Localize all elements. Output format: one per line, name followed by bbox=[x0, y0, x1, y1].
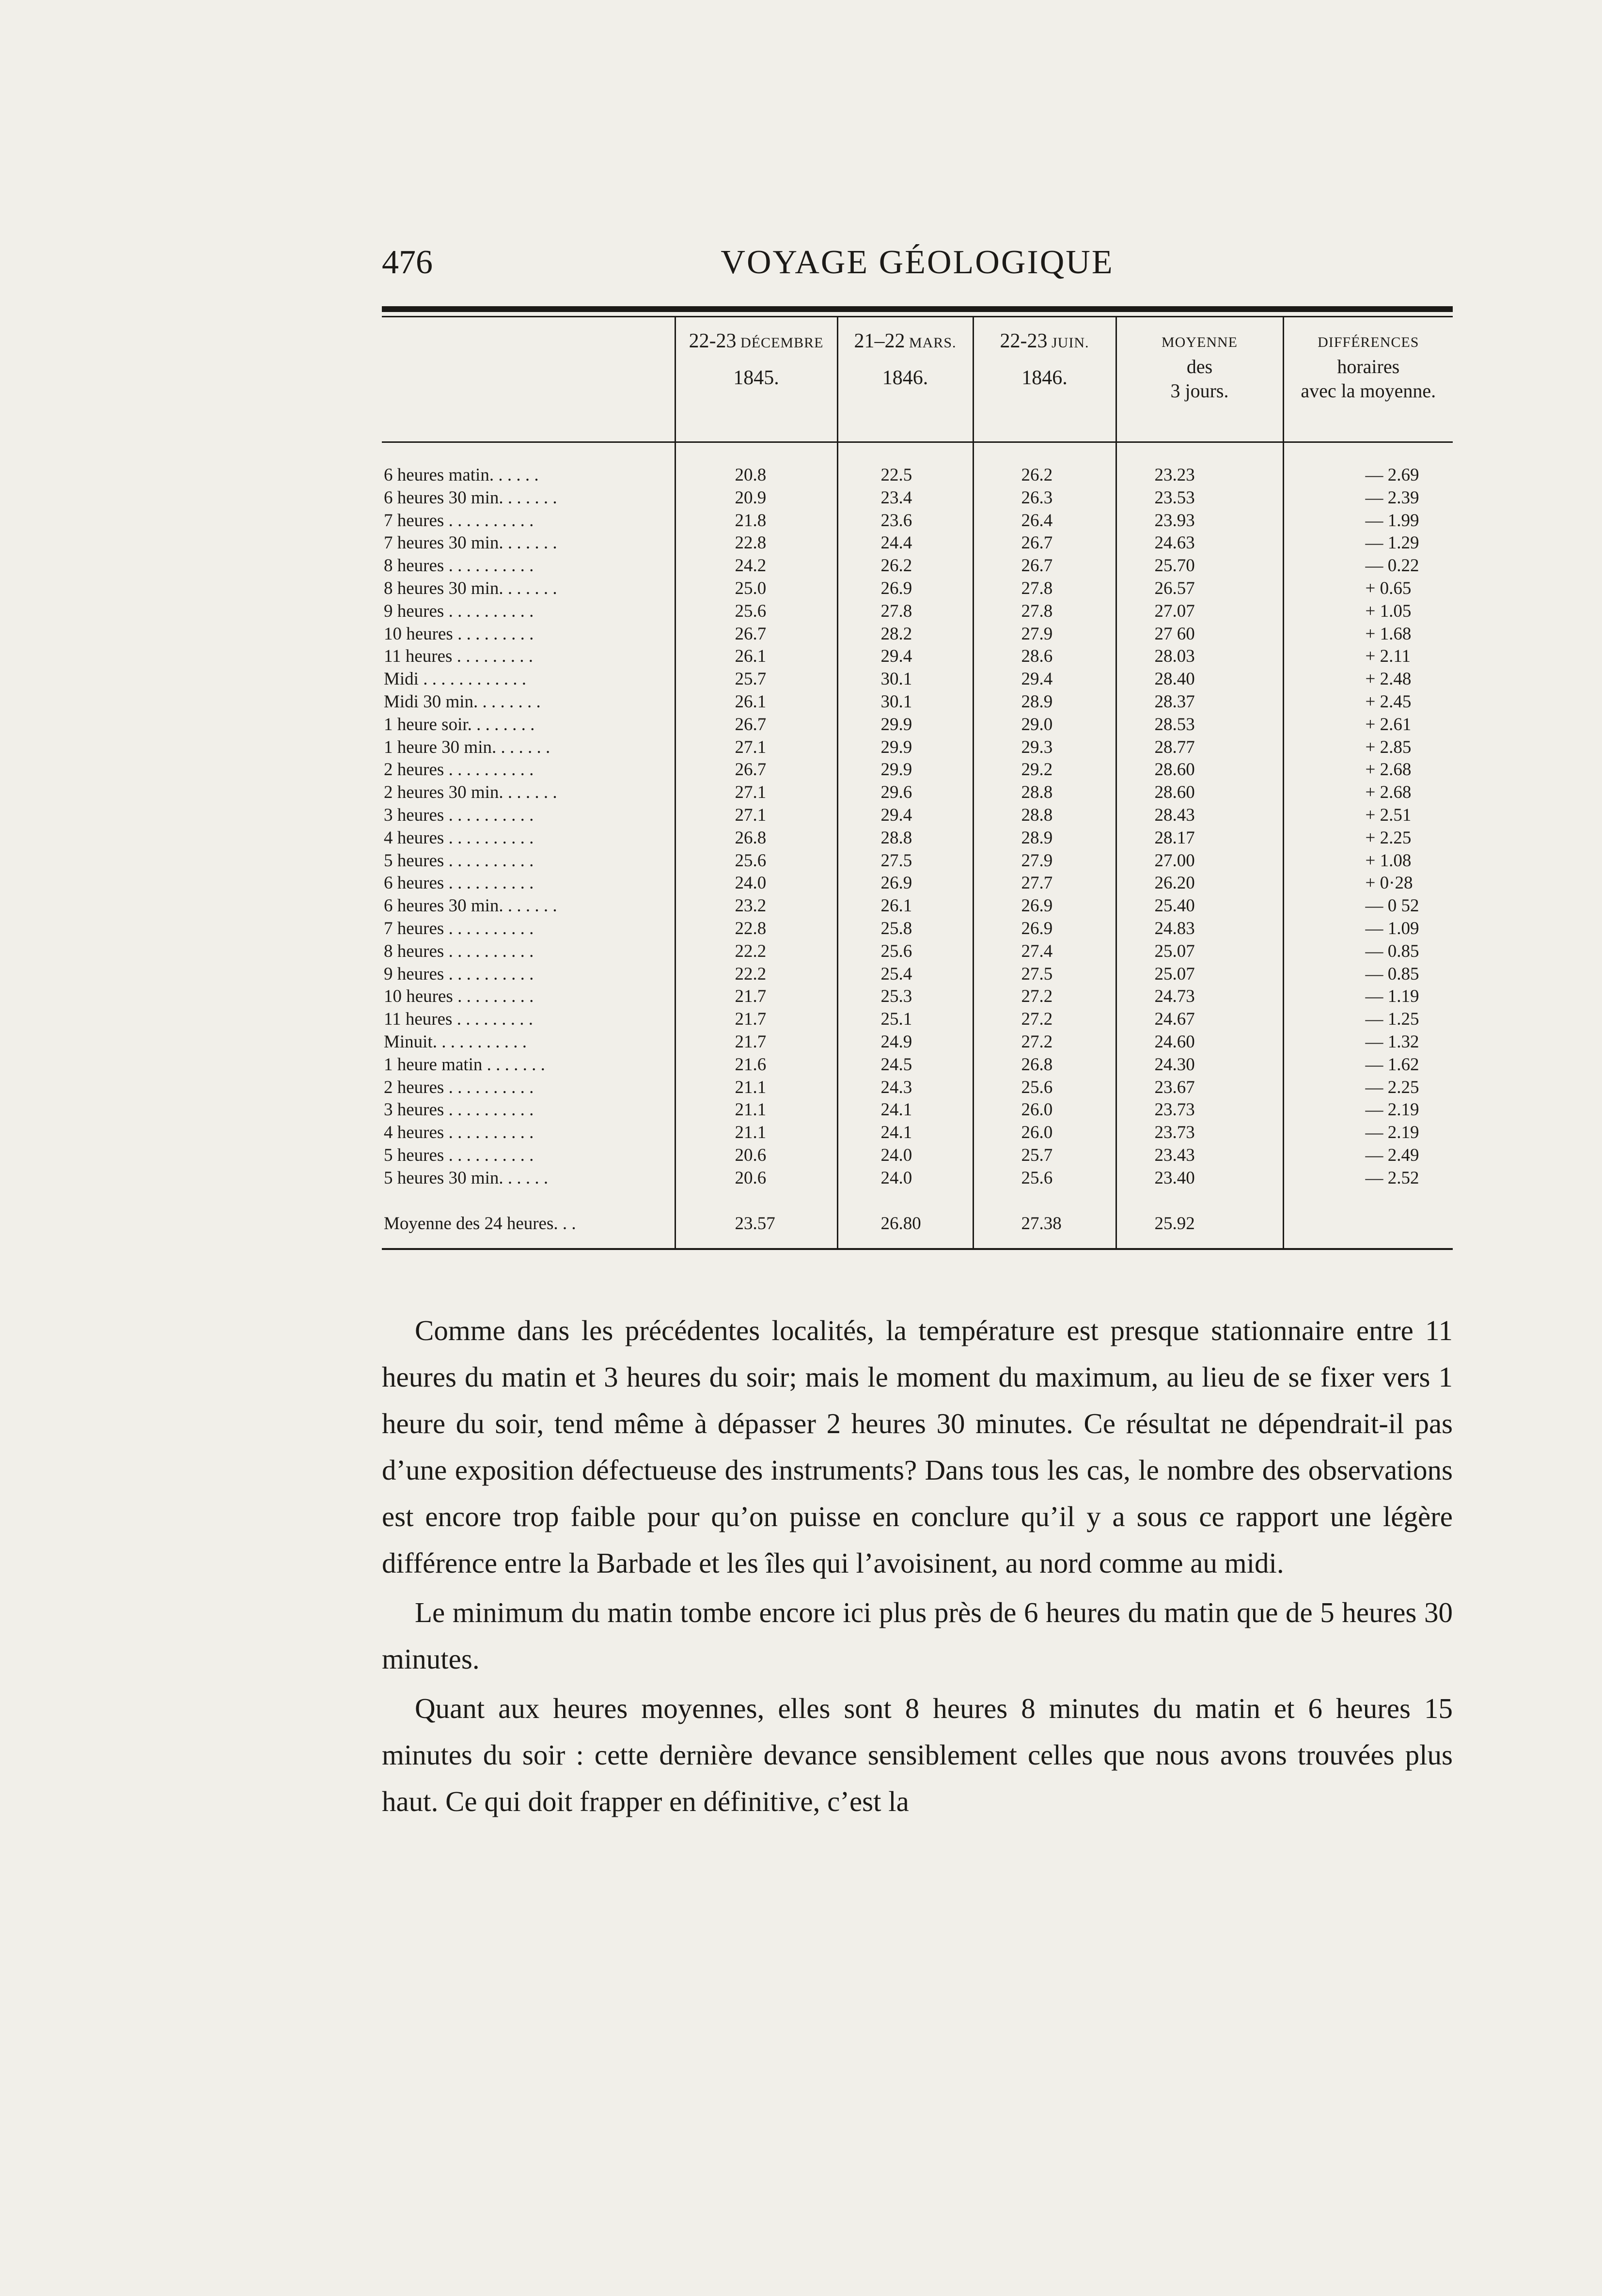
value-mar-1846: 25.1 bbox=[837, 1008, 973, 1031]
spacer-row-cell bbox=[675, 1190, 837, 1212]
row-label: 6 heures 30 min. . . . . . . bbox=[384, 487, 557, 508]
value-jun-1846: 28.9 bbox=[973, 691, 1116, 714]
value-mar-1846: 22.5 bbox=[837, 464, 973, 487]
value-dec-1845: 25.7 bbox=[675, 668, 837, 691]
value-mar-1846: 24.1 bbox=[837, 1122, 973, 1144]
value-jun-1846: 25.6 bbox=[973, 1077, 1116, 1099]
value-jun-1846: 27.9 bbox=[973, 850, 1116, 873]
table-row bbox=[382, 918, 1453, 940]
value-jun-1846: 26.9 bbox=[973, 895, 1116, 918]
value-difference: — 2.19 bbox=[1283, 1099, 1453, 1122]
value-mean: 23.43 bbox=[1116, 1144, 1283, 1167]
value-mean: 28.40 bbox=[1116, 668, 1283, 691]
table-row bbox=[382, 940, 1453, 963]
spacer-row-cell bbox=[837, 443, 973, 464]
value-mean: 23.73 bbox=[1116, 1099, 1283, 1122]
header-jun-1846 bbox=[973, 317, 1116, 442]
value-difference: + 0.65 bbox=[1283, 578, 1453, 600]
row-label: 11 heures . . . . . . . . . bbox=[384, 646, 533, 667]
value-dec-1845: 21.8 bbox=[675, 510, 837, 532]
table-row bbox=[382, 1031, 1453, 1054]
body-text bbox=[382, 1307, 1453, 1827]
table-row bbox=[382, 532, 1453, 555]
value-mean: 23.23 bbox=[1116, 464, 1283, 487]
value-mar-1846: 24.1 bbox=[837, 1099, 973, 1122]
row-label: 2 heures . . . . . . . . . . bbox=[384, 760, 534, 780]
value-difference: — 2.69 bbox=[1283, 464, 1453, 487]
value-mean: 27.07 bbox=[1116, 600, 1283, 623]
value-mar-1846: 25.3 bbox=[837, 985, 973, 1008]
value-difference: + 2.68 bbox=[1283, 781, 1453, 804]
header-mean-title: MOYENNE bbox=[1162, 334, 1238, 350]
value-mean: 26.57 bbox=[1116, 578, 1283, 600]
table-row bbox=[382, 600, 1453, 623]
header-mar-year: 1846. bbox=[882, 367, 928, 389]
value-difference: — 2.19 bbox=[1283, 1122, 1453, 1144]
mean-row-label: Moyenne des 24 heures. . . bbox=[384, 1213, 576, 1234]
table-row bbox=[382, 850, 1453, 873]
value-mar-1846: 26.9 bbox=[837, 872, 973, 895]
value-jun-1846: 29.3 bbox=[973, 736, 1116, 759]
value-jun-1846: 27.4 bbox=[973, 940, 1116, 963]
header-dec-dates: 22-23 bbox=[689, 330, 737, 352]
header-mean bbox=[1116, 317, 1283, 442]
table-row bbox=[382, 963, 1453, 986]
value-mean: 28.17 bbox=[1116, 827, 1283, 850]
table-row bbox=[382, 1144, 1453, 1167]
value-dec-1845: 21.1 bbox=[675, 1077, 837, 1099]
value-difference: — 0 52 bbox=[1283, 895, 1453, 918]
value-mean: 25.70 bbox=[1116, 555, 1283, 578]
spacer-row-cell bbox=[973, 1235, 1116, 1248]
spacer-row-cell bbox=[1283, 443, 1453, 464]
table-row bbox=[382, 487, 1453, 510]
mean-value-dec-1845: 23.57 bbox=[675, 1212, 837, 1235]
value-difference: + 1.05 bbox=[1283, 600, 1453, 623]
value-mean: 27.00 bbox=[1116, 850, 1283, 873]
value-mar-1846: 30.1 bbox=[837, 668, 973, 691]
value-jun-1846: 26.9 bbox=[973, 918, 1116, 940]
header-diff-title: DIFFÉRENCES bbox=[1318, 334, 1419, 350]
value-dec-1845: 20.6 bbox=[675, 1167, 837, 1190]
table-row bbox=[382, 510, 1453, 532]
value-dec-1845: 27.1 bbox=[675, 781, 837, 804]
value-jun-1846: 27.5 bbox=[973, 963, 1116, 986]
row-label: 1 heure matin . . . . . . . bbox=[384, 1054, 545, 1075]
spacer-row-cell bbox=[837, 1190, 973, 1212]
value-mean: 28.53 bbox=[1116, 714, 1283, 736]
value-dec-1845: 21.7 bbox=[675, 985, 837, 1008]
table-row bbox=[382, 804, 1453, 827]
value-dec-1845: 25.6 bbox=[675, 600, 837, 623]
value-mar-1846: 29.9 bbox=[837, 736, 973, 759]
value-dec-1845: 21.6 bbox=[675, 1054, 837, 1077]
value-difference: — 1.25 bbox=[1283, 1008, 1453, 1031]
value-mar-1846: 29.4 bbox=[837, 804, 973, 827]
value-mar-1846: 25.6 bbox=[837, 940, 973, 963]
value-dec-1845: 27.1 bbox=[675, 736, 837, 759]
row-label: 8 heures 30 min. . . . . . . bbox=[384, 578, 557, 598]
table-row bbox=[382, 759, 1453, 781]
running-title: VOYAGE GÉOLOGIQUE bbox=[721, 244, 1114, 281]
row-label: Minuit. . . . . . . . . . . bbox=[384, 1031, 527, 1052]
spacer-row-cell bbox=[382, 1190, 675, 1212]
row-label: 6 heures . . . . . . . . . . bbox=[384, 873, 534, 893]
value-mar-1846: 29.9 bbox=[837, 714, 973, 736]
temperature-table bbox=[382, 317, 1453, 1248]
mean-value-difference bbox=[1283, 1212, 1453, 1235]
value-mean: 23.73 bbox=[1116, 1122, 1283, 1144]
header-mar-1846 bbox=[837, 317, 973, 442]
value-mean: 28.43 bbox=[1116, 804, 1283, 827]
spacer-row-cell bbox=[973, 443, 1116, 464]
table-row bbox=[382, 1077, 1453, 1099]
row-label: 7 heures . . . . . . . . . . bbox=[384, 510, 534, 531]
value-jun-1846: 25.7 bbox=[973, 1144, 1116, 1167]
value-difference: — 2.25 bbox=[1283, 1077, 1453, 1099]
value-mean: 24.73 bbox=[1116, 985, 1283, 1008]
value-mean: 24.30 bbox=[1116, 1054, 1283, 1077]
table-row bbox=[382, 464, 1453, 487]
value-mean: 23.53 bbox=[1116, 487, 1283, 510]
row-label: 7 heures . . . . . . . . . . bbox=[384, 918, 534, 938]
row-label: 5 heures 30 min. . . . . . bbox=[384, 1168, 549, 1188]
value-difference: — 0.22 bbox=[1283, 555, 1453, 578]
value-mean: 23.40 bbox=[1116, 1167, 1283, 1190]
spacer-row-cell bbox=[973, 1190, 1116, 1212]
spacer-row-cell bbox=[675, 1235, 837, 1248]
value-difference: + 2.85 bbox=[1283, 736, 1453, 759]
temperature-table-wrap bbox=[382, 306, 1453, 1250]
value-mar-1846: 29.9 bbox=[837, 759, 973, 781]
value-mar-1846: 24.9 bbox=[837, 1031, 973, 1054]
value-dec-1845: 25.0 bbox=[675, 578, 837, 600]
header-blank bbox=[382, 317, 675, 442]
row-label: Midi . . . . . . . . . . . . bbox=[384, 669, 526, 689]
value-dec-1845: 24.0 bbox=[675, 872, 837, 895]
value-mean: 24.83 bbox=[1116, 918, 1283, 940]
value-jun-1846: 28.9 bbox=[973, 827, 1116, 850]
table-row bbox=[382, 1167, 1453, 1190]
paragraph: Quant aux heures moyennes, elles sont 8 heures 8 minutes du matin et 6 heures 15 minutes du soir : cette dernière devance sensiblement celles que nous avons trouvées plus haut. Ce qui doit frapper en définitive, c’est la bbox=[382, 1692, 1453, 1817]
value-dec-1845: 20.9 bbox=[675, 487, 837, 510]
row-label: 6 heures matin. . . . . . bbox=[384, 465, 539, 485]
table-row bbox=[382, 714, 1453, 736]
value-difference: — 2.52 bbox=[1283, 1167, 1453, 1190]
mean-row bbox=[382, 1212, 1453, 1235]
value-dec-1845: 22.2 bbox=[675, 963, 837, 986]
spacer-row-cell bbox=[1116, 443, 1283, 464]
table-row bbox=[382, 985, 1453, 1008]
value-mar-1846: 26.2 bbox=[837, 555, 973, 578]
mean-value-mean: 25.92 bbox=[1116, 1212, 1283, 1235]
value-mar-1846: 27.8 bbox=[837, 600, 973, 623]
value-mean: 24.63 bbox=[1116, 532, 1283, 555]
value-difference: — 1.19 bbox=[1283, 985, 1453, 1008]
spacer-row-cell bbox=[1283, 1190, 1453, 1212]
value-difference: + 2.68 bbox=[1283, 759, 1453, 781]
value-dec-1845: 24.2 bbox=[675, 555, 837, 578]
value-jun-1846: 29.0 bbox=[973, 714, 1116, 736]
mean-value-jun-1846: 27.38 bbox=[973, 1212, 1116, 1235]
value-jun-1846: 26.8 bbox=[973, 1054, 1116, 1077]
row-label: 8 heures . . . . . . . . . . bbox=[384, 941, 534, 961]
value-mean: 25.07 bbox=[1116, 963, 1283, 986]
header-mean-sub: des bbox=[1186, 356, 1213, 377]
spacer-row-cell bbox=[1283, 1235, 1453, 1248]
table-body bbox=[382, 442, 1453, 1248]
value-jun-1846: 27.2 bbox=[973, 985, 1116, 1008]
spacer-row bbox=[382, 443, 1453, 464]
table-row bbox=[382, 827, 1453, 850]
value-mean: 26.20 bbox=[1116, 872, 1283, 895]
value-dec-1845: 25.6 bbox=[675, 850, 837, 873]
value-difference: — 0.85 bbox=[1283, 963, 1453, 986]
row-label: 7 heures 30 min. . . . . . . bbox=[384, 533, 557, 553]
value-dec-1845: 26.7 bbox=[675, 714, 837, 736]
value-mar-1846: 24.0 bbox=[837, 1144, 973, 1167]
value-mean: 23.67 bbox=[1116, 1077, 1283, 1099]
header-mean-sub2: 3 jours. bbox=[1170, 380, 1229, 402]
value-jun-1846: 27.8 bbox=[973, 578, 1116, 600]
header-jun-dates: 22-23 bbox=[1000, 330, 1048, 352]
value-difference: — 1.09 bbox=[1283, 918, 1453, 940]
value-dec-1845: 21.1 bbox=[675, 1122, 837, 1144]
table-row bbox=[382, 1054, 1453, 1077]
table-row bbox=[382, 623, 1453, 646]
value-difference: + 2.25 bbox=[1283, 827, 1453, 850]
value-jun-1846: 28.6 bbox=[973, 645, 1116, 668]
value-mar-1846: 24.0 bbox=[837, 1167, 973, 1190]
row-label: 6 heures 30 min. . . . . . . bbox=[384, 896, 557, 916]
table-top-rule bbox=[382, 306, 1453, 312]
value-jun-1846: 29.4 bbox=[973, 668, 1116, 691]
value-difference: + 2.61 bbox=[1283, 714, 1453, 736]
value-difference: — 1.99 bbox=[1283, 510, 1453, 532]
value-mar-1846: 26.9 bbox=[837, 578, 973, 600]
value-difference: — 2.39 bbox=[1283, 487, 1453, 510]
value-jun-1846: 27.2 bbox=[973, 1008, 1116, 1031]
value-mar-1846: 29.6 bbox=[837, 781, 973, 804]
value-jun-1846: 26.2 bbox=[973, 464, 1116, 487]
value-jun-1846: 26.7 bbox=[973, 532, 1116, 555]
value-dec-1845: 22.8 bbox=[675, 532, 837, 555]
header-mar-month: MARS. bbox=[905, 335, 957, 351]
value-mean: 28.37 bbox=[1116, 691, 1283, 714]
table-bottom-rule bbox=[382, 1248, 1453, 1250]
row-label: 10 heures . . . . . . . . . bbox=[384, 986, 534, 1007]
spacer-row bbox=[382, 1190, 1453, 1212]
row-label: Midi 30 min. . . . . . . . bbox=[384, 691, 541, 712]
value-difference: + 2.11 bbox=[1283, 645, 1453, 668]
spacer-row-cell bbox=[382, 1235, 675, 1248]
value-mar-1846: 28.2 bbox=[837, 623, 973, 646]
value-mean: 24.67 bbox=[1116, 1008, 1283, 1031]
table-row bbox=[382, 872, 1453, 895]
row-label: 1 heure soir. . . . . . . . bbox=[384, 714, 535, 734]
value-difference: — 0.85 bbox=[1283, 940, 1453, 963]
value-difference: — 2.49 bbox=[1283, 1144, 1453, 1167]
value-mar-1846: 24.5 bbox=[837, 1054, 973, 1077]
table-row bbox=[382, 555, 1453, 578]
spacer-row bbox=[382, 1235, 1453, 1248]
value-mean: 23.93 bbox=[1116, 510, 1283, 532]
value-mean: 25.07 bbox=[1116, 940, 1283, 963]
value-jun-1846: 27.8 bbox=[973, 600, 1116, 623]
row-label: 3 heures . . . . . . . . . . bbox=[384, 1100, 534, 1120]
row-label: 11 heures . . . . . . . . . bbox=[384, 1009, 533, 1030]
spacer-row-cell bbox=[837, 1235, 973, 1248]
header-dec-year: 1845. bbox=[733, 367, 779, 389]
value-dec-1845: 26.7 bbox=[675, 759, 837, 781]
value-dec-1845: 20.8 bbox=[675, 464, 837, 487]
table-row bbox=[382, 668, 1453, 691]
value-mar-1846: 23.4 bbox=[837, 487, 973, 510]
value-difference: + 2.45 bbox=[1283, 691, 1453, 714]
value-mean: 25.40 bbox=[1116, 895, 1283, 918]
table-row bbox=[382, 1122, 1453, 1144]
table-row bbox=[382, 578, 1453, 600]
value-difference: — 1.62 bbox=[1283, 1054, 1453, 1077]
spacer-row-cell bbox=[675, 443, 837, 464]
value-dec-1845: 26.1 bbox=[675, 645, 837, 668]
value-mar-1846: 26.1 bbox=[837, 895, 973, 918]
page-header bbox=[382, 242, 1453, 283]
value-jun-1846: 26.0 bbox=[973, 1099, 1116, 1122]
value-dec-1845: 26.8 bbox=[675, 827, 837, 850]
value-dec-1845: 20.6 bbox=[675, 1144, 837, 1167]
value-difference: + 2.51 bbox=[1283, 804, 1453, 827]
spacer-row-cell bbox=[1116, 1235, 1283, 1248]
value-mean: 28.60 bbox=[1116, 759, 1283, 781]
value-mar-1846: 27.5 bbox=[837, 850, 973, 873]
table-row bbox=[382, 895, 1453, 918]
header-jun-year: 1846. bbox=[1021, 367, 1068, 389]
value-dec-1845: 21.7 bbox=[675, 1008, 837, 1031]
value-difference: + 1.68 bbox=[1283, 623, 1453, 646]
header-dec-month: DÉCEMBRE bbox=[736, 335, 824, 351]
row-label: 9 heures . . . . . . . . . . bbox=[384, 964, 534, 984]
table-row bbox=[382, 1008, 1453, 1031]
row-label: 8 heures . . . . . . . . . . bbox=[384, 556, 534, 576]
table-header-row bbox=[382, 317, 1453, 442]
value-difference: — 1.32 bbox=[1283, 1031, 1453, 1054]
value-jun-1846: 26.4 bbox=[973, 510, 1116, 532]
table-row bbox=[382, 781, 1453, 804]
value-jun-1846: 28.8 bbox=[973, 781, 1116, 804]
value-mean: 28.03 bbox=[1116, 645, 1283, 668]
table-row bbox=[382, 736, 1453, 759]
value-mar-1846: 24.3 bbox=[837, 1077, 973, 1099]
value-mar-1846: 23.6 bbox=[837, 510, 973, 532]
value-jun-1846: 27.7 bbox=[973, 872, 1116, 895]
value-difference: + 0·28 bbox=[1283, 872, 1453, 895]
row-label: 2 heures . . . . . . . . . . bbox=[384, 1077, 534, 1097]
value-jun-1846: 25.6 bbox=[973, 1167, 1116, 1190]
table-row bbox=[382, 1099, 1453, 1122]
header-diff-sub2: avec la moyenne. bbox=[1301, 380, 1436, 402]
value-jun-1846: 26.7 bbox=[973, 555, 1116, 578]
row-label: 5 heures . . . . . . . . . . bbox=[384, 850, 534, 871]
value-dec-1845: 27.1 bbox=[675, 804, 837, 827]
value-difference: + 1.08 bbox=[1283, 850, 1453, 873]
row-label: 2 heures 30 min. . . . . . . bbox=[384, 782, 557, 803]
header-dec-1845 bbox=[675, 317, 837, 442]
value-jun-1846: 27.2 bbox=[973, 1031, 1116, 1054]
value-mar-1846: 25.8 bbox=[837, 918, 973, 940]
value-dec-1845: 26.1 bbox=[675, 691, 837, 714]
value-mar-1846: 30.1 bbox=[837, 691, 973, 714]
value-dec-1845: 23.2 bbox=[675, 895, 837, 918]
paragraph: Comme dans les précédentes localités, la température est presque stationnaire entre 11 heures du matin et 3 heures du soir; mais le moment du maximum, au lieu de se fixer vers 1 heure du soir, tend même à dépasser 2 heures 30 minutes. Ce résultat ne dépendrait-il pas d’une exposition défectueuse des instruments? Dans tous les cas, le nombre des observations est encore trop faible pour qu’on puisse en conclure qu’il y a sous ce rapport une légère différence entre la Barbade et les îles qui l’avoisinent, au nord comme au midi. bbox=[382, 1314, 1453, 1579]
header-jun-month: JUIN. bbox=[1047, 335, 1089, 351]
row-label: 4 heures . . . . . . . . . . bbox=[384, 1123, 534, 1143]
value-mar-1846: 29.4 bbox=[837, 645, 973, 668]
page-number: 476 bbox=[382, 244, 433, 281]
value-mar-1846: 25.4 bbox=[837, 963, 973, 986]
value-mar-1846: 28.8 bbox=[837, 827, 973, 850]
value-jun-1846: 27.9 bbox=[973, 623, 1116, 646]
value-jun-1846: 28.8 bbox=[973, 804, 1116, 827]
table-row bbox=[382, 645, 1453, 668]
value-mean: 24.60 bbox=[1116, 1031, 1283, 1054]
header-differences bbox=[1283, 317, 1453, 442]
header-diff-sub: horaires bbox=[1337, 356, 1400, 377]
row-label: 1 heure 30 min. . . . . . . bbox=[384, 737, 550, 757]
value-dec-1845: 21.1 bbox=[675, 1099, 837, 1122]
value-dec-1845: 22.8 bbox=[675, 918, 837, 940]
table-row bbox=[382, 691, 1453, 714]
paragraph: Le minimum du matin tombe encore ici plus près de 6 heures du matin que de 5 heures 30 minutes. bbox=[382, 1596, 1453, 1675]
spacer-row-cell bbox=[382, 443, 675, 464]
row-label: 4 heures . . . . . . . . . . bbox=[384, 828, 534, 848]
value-dec-1845: 22.2 bbox=[675, 940, 837, 963]
row-label: 3 heures . . . . . . . . . . bbox=[384, 805, 534, 825]
value-mean: 27 60 bbox=[1116, 623, 1283, 646]
value-difference: — 1.29 bbox=[1283, 532, 1453, 555]
value-mean: 28.77 bbox=[1116, 736, 1283, 759]
value-mean: 28.60 bbox=[1116, 781, 1283, 804]
value-mar-1846: 24.4 bbox=[837, 532, 973, 555]
row-label: 5 heures . . . . . . . . . . bbox=[384, 1145, 534, 1165]
value-jun-1846: 26.0 bbox=[973, 1122, 1116, 1144]
mean-value-mar-1846: 26.80 bbox=[837, 1212, 973, 1235]
value-dec-1845: 26.7 bbox=[675, 623, 837, 646]
value-difference: + 2.48 bbox=[1283, 668, 1453, 691]
header-mar-dates: 21–22 bbox=[854, 330, 905, 352]
spacer-row-cell bbox=[1116, 1190, 1283, 1212]
row-label: 10 heures . . . . . . . . . bbox=[384, 624, 534, 644]
value-jun-1846: 29.2 bbox=[973, 759, 1116, 781]
value-dec-1845: 21.7 bbox=[675, 1031, 837, 1054]
value-jun-1846: 26.3 bbox=[973, 487, 1116, 510]
row-label: 9 heures . . . . . . . . . . bbox=[384, 601, 534, 621]
